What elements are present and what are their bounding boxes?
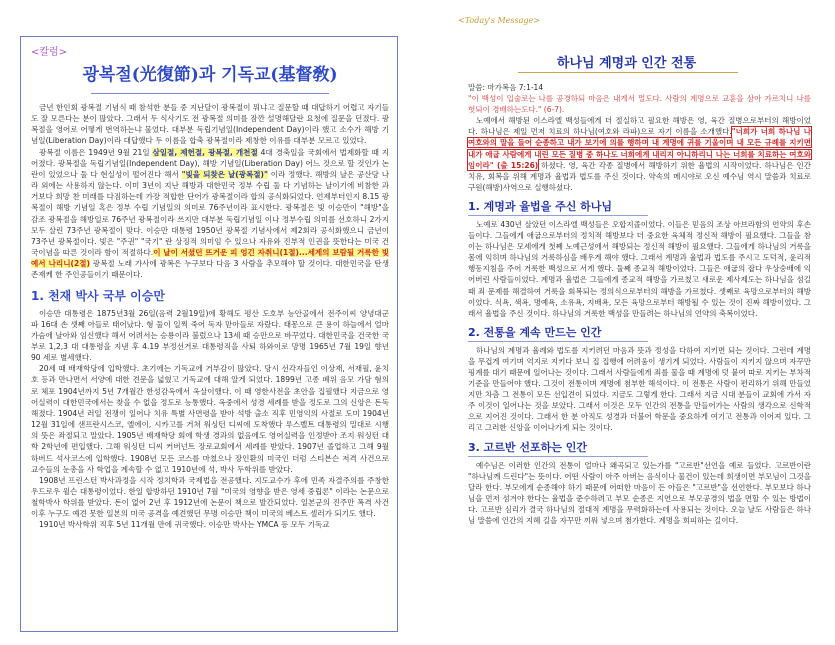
section-heading-3: 3. 고르반 선포하는 인간 [468, 439, 811, 457]
paragraph: 1910년 박사학위 직후 5년 11개월 만에 귀국했다. 이승만 박사는 YMCA 등 모두 기독교 [39, 520, 330, 530]
paragraph: 노예에서 해방된 이스라엘 백성들에게 더 절실하고 필요한 해방은 영, 육간 질병으로부터의 해방이었다. 하나님은 제일 먼저 치료의 하나님(여호와 라파)으로 자기 이름을 소개했다."너희가 너희 하나님 나 여호와의 말을 들어 순종하고 내가 보기에 의를 행하며 내 계명에 귀를 기울이며 내 모든 규례를 지키면 내가 애굽 사람에게 내린 모든 질병 중 하나도 너희에게 내리지 아니하리니 나는 너희를 치료하는 여호와임이라" (출 15:26) 하셨다. 영, 육간 각종 질병에서 해방하기 위한 율법의 시작이었다. 하나님은 인간 치유, 회복을 위해 계명과 율법과 법도를 주신 것이다. 약속의 메시야로 오신 예수님 역시 말씀과 치료로 구원(해방)사역으로 실행하셨다. [468, 116, 811, 192]
article-body [31, 102, 389, 531]
paragraph: 20세 때 배재학당에 입학했다. 초기에는 기독교에 거부감이 많았다. 당시 선각자들인 이상재, 서재필, 윤치호 등과 만나면서 서양에 대한 견문을 넓혔고 기독교에 대해 알게 되었다. 1899년 고종 폐위 음모 가담 혐의로 체포 1904년까지 5년 7개월간 한성감옥에서 옥살이했다. 이 때 영한사전을 초안을 집필했다 지금으로 영어실력이 대한민국에서는 찾을 수 없을 정도로 능통했다. 옥중에서 성경 세례를 받을 정도로 그의 신앙은 돈독해졌다. 1904년 러일 전쟁이 일어나 치유 특별 사면령을 받아 석방 출소 직후 민영익의 사절로 도미 1904년 12월 31일에 샌프란시스코, 엘에이, 시카고를 거쳐 워싱턴 디씨에 도착했다 루스벨트 대통령의 밀대로 시행의 뜻은 좌절되고 말았다. 1905년 배재학당 회에 학생 경과의 없음에도 영어실력을 인정받아 조지 워싱턴 대학 2학년에 편입했다. 그해 워싱턴 디씨 커버넌트 장로교회에서 세례를 받았다. 1907년 졸업하고 그해 9월 하버드 석사코스에 입학했다. 1908년 모든 코스를 마쳤으나 장인환의 미국인 더럼 스티븐슨 저격 사건으로 교수들의 눈총을 사 학업을 계속할 수 없고 1910년에 석, 박사 두학위를 받았다. [31, 364, 389, 474]
section-heading-2: 2. 전통을 계속 만드는 인간 [468, 324, 811, 342]
right-page [418, 0, 835, 645]
sermon-title-underline [518, 72, 738, 73]
paragraph: 예수님은 이러한 인간의 전통이 얼마나 왜곡되고 있는가를 "고르반"선언을 예로 들었다. 고르반이란 "하나님께 드린다"는 뜻이다. 어떤 사람이 아주 아버는 음식이나 물건이 있는데 희생이면 부모님이 그것을 달라 한다. 부모에게 순종해야 하기 때문에 어떠한 마음이 든 아들은 "고르반"을 선언한다. 부모보다 하나님을 먼저 섬겨야 한다는 율법을 준수하려고 부모 순종은 지연으로 부모공경의 법을 면할 수 있는 방법이다. 고르반 심리가 결국 하나님의 절대적 계명을 무력화하는데 사용되는 것이다. 오늘 날도 사람들은 하나님 말씀에 인간의 지혜 길을 자꾸만 끼워 넣으며 첨가한다. 계명을 희피하는 길이다. [468, 460, 811, 525]
left-page [0, 0, 417, 645]
article-title: 광복절(光復節)과 기독교(基督敎) [82, 65, 338, 85]
title-underline [91, 93, 329, 94]
paragraph: 1908년 프린스턴 박사과정을 시작 정치학과 국제법을 전공했다. 지도교수가 후에 민족 자결주의를 주창한 우드로우 윌슨 대통령이었다. 한일 합방하던 1910년 7월 "미국의 영향을 받은 영세 중립론" 이라는 논문으로 철학박사 학위를 받았다. 돈이 없어 2년 후 1912년에 논문이 책으로 발간되었다. 일본군의 진주만 폭격 사건 이후 누구도 예견 못한 일본의 미국 공격을 예견했던 무명 이승만 책이 미국의 베스트 셀러가 되기도 했다. [31, 475, 389, 519]
section-heading-1: 1. 계명과 율법을 주신 하나님 [468, 198, 811, 216]
paragraph: 금년 한인회 광복절 기념식 때 참석한 분들 중 지난달이 광복절이 뭐냐고 질문할 때 대답하기 어렵고 자기들도 잘 모른다는 분이 많았다. 그래서 두 식사기도 전 광복절 의미를 잠깐 설명해달란 요청에 질문을 던졌다. 광복절을 영어로 어떻게 번역하는냐 물었다. 대부분 독립기념일(Independent Day)이라 했고 소수가 해방 기념일(Liberation Day)이라 대답했다 두 이름을 합축 광복절이라 제창한 이유를 대부분 모르고 있었다. [31, 103, 389, 146]
column-article-box [20, 36, 398, 632]
section-heading-1: 1. 천재 박사 국부 이승만 [31, 288, 165, 303]
paragraph: 노예로 430년 살았던 이스라엘 백성들은 오합지졸이었다. 이들은 믿음의 조상 아브라함의 언약의 후손들이다. 그들에게 애굽으로부터의 정치적 해방보다 더 중요한 육체적 정신적 해방이 필요했다. 그들을 참 이는 하나님은 모세에게 첫째 노예근성에서 해방되는 정신적 해방이 필요했다. 그들에게 하나님의 거룩을 몸에 익히며 하나님의 거룩하심을 배우게 해야 했다. 그래서 계명과 율법과 법도를 주시고 도덕적, 윤리적 행동지침을 주어 거룩한 백성으로 서게 했다. 둘째 종교적 해방이었다. 그들은 애굽의 잡다 우상숭배에 익어버린 사람들이었다. 계명과 율법은 그들에게 종교적 해방을 가르쳤고 새로운 제사제도는 하나님을 섬길 때 죄 문제를 해결하여 거룩을 회복되는 정의식으로부터의 해방을 가르쳤다. 셋째로 육망으로부터의 해방이었다. 식욕, 색욕, 명예욕, 소유욕, 지배욕, 모든 육망으로부터 해방될 수 있는 것이 진짜 해방이었다. 그래서 율법을 주신 것이다. 하나님의 거룩한 백성을 만들려는 하나님의 언약의 축복이었다. [468, 219, 811, 318]
sermon-title: 하나님 계명과 인간 전통 [556, 56, 697, 71]
sermon-body [468, 80, 811, 526]
paragraph: 광복절 이름은 1949년 9월 21일 삼일절, 제헌절, 광복절, 개천절 4대 경축일을 국회에서 법제화할 때 지어졌다. 광복절을 독립기념일(Independent Day), 해방 기념일(Liberation Day) 어느 것으로 할 것인가 논란이 있었으나 둘 다 현실성이 떨어진다 해서 "빛을 되찾은 날(광복절)" 이라 정했다. 해방의 날은 공산당 나라 외에는 사용하지 않는다. 이미 3년이 지난 해방과 대한민국 정부 수립 둘 다 기념하는 날이기에 비참한 과거보다 희망 찬 미래를 다짐하는데 가장 적합한 단어가 광복절이라 합의 공식화되었다. 언제부터인지 8.15 광복절이 해방 기념일 혹은 정부 수립 기념일의 의미로 76주년이라 표시한다. 광복절은 빛 이승만이 "해방"을 감조 광복절을 해방일로 76주년 광복절이라 쓰지만 대부분 독립기념일 이나 정부수립 의미를 선호하니 2가지 모두 살린 73주년 광복절이 맞다. 이승만 대통령 1950년 광복절 기념사에서 제2회라 공식화했으니 금년이 73주년 광복절이다. 빛은 "주권" "국기" 란 상징적 의미임 수 있으나 자유와 진부적 인권을 뜻한다는 미국 건국이념을 따른 것이라 함이 적절하다.이 날이 서셨던 뜨거운 피 엉긴 자취니(1절)...세계의 보람될 거룩한 빛 예서 나리니(2절) 광복절 노래 가사에 광복은 누구보다 다음 3 사람을 추모해야 할 것이다. 대한민국을 탄생 존재케 한 주인공들이기 때문이다. [31, 147, 389, 280]
paragraph: 하나님의 계명과 율례와 법도를 지키려던 마음과 뜻과 정성을 다하여 지키면 되는 것이다. 그런데 계명을 무겁게 여기며 억지로 지키다 보니 집 집행에 어려움이 생기게 되었다. 사람들이 지키지 않으며 자꾸만 핑계를 대기 때문에 일어나는 것이다. 그래서 사람들에게 죄를 물을 때 계명에 덧 붙여 따로 지키는 부차적 기준을 만들어야 했다. 그것이 전통이며 계명에 첨부한 해석이다. 이 전통은 사람이 편리하기 위해 만들었지만 차츰 그 전통이 모든 선입견이 되었다. 지금도 그렇게 한다. 그래서 지금 시대 분들이 교회에 가서 자주 이것이 일어나는 것을 보았다. 그래서 이것은 모두 인간의 전통을 만들어가는 사람의 생각으로 신학적으로 지어진 것이다. 그래서 한 분 아직도 성경과 더불어 학문을 중요하게 여기고 전통과 이어져 있다. 그리고 그러한 신앙을 이어나가게 되는 것이다. [468, 345, 811, 433]
todays-message-label: <Today's Message> [458, 16, 540, 25]
scripture-reference: 말씀: 마가복음 7:1-14 [468, 83, 544, 92]
scripture-quote: "이 백성이 입술로는 나를 공경하되 마음은 내게서 멀도다. 사람의 계명으로 교훈을 삼아 가르치니 나를 헛되이 경배하는도다." (6-7). [468, 94, 811, 115]
paragraph: 이승만 대통령은 1875년3월 26일(음력 2월19일)에 황해도 평산 도호부 능안골에서 전주이씨 양녕대군 파 16대 손 셋째 아들로 태어났다. 형 둘이 일찍 죽어 독자 맏아들로 자랐다. 태몽으로 큰 용이 하늘에서 얼마 가슴에 날아와 임신했다 해서 어려서는 승룡이라 불렀으나 13세 때 승만으로 바꾸었다. 대한민국을 건국한 국부로 1,2,3 대 대통령을 지낸 후 4.19 부정선거로 대통령직을 사퇴 하와이로 망명 1965년 7월 19일 향년 90 세로 별세했다. [31, 308, 389, 363]
column-tag: <칼럼> [31, 47, 68, 58]
